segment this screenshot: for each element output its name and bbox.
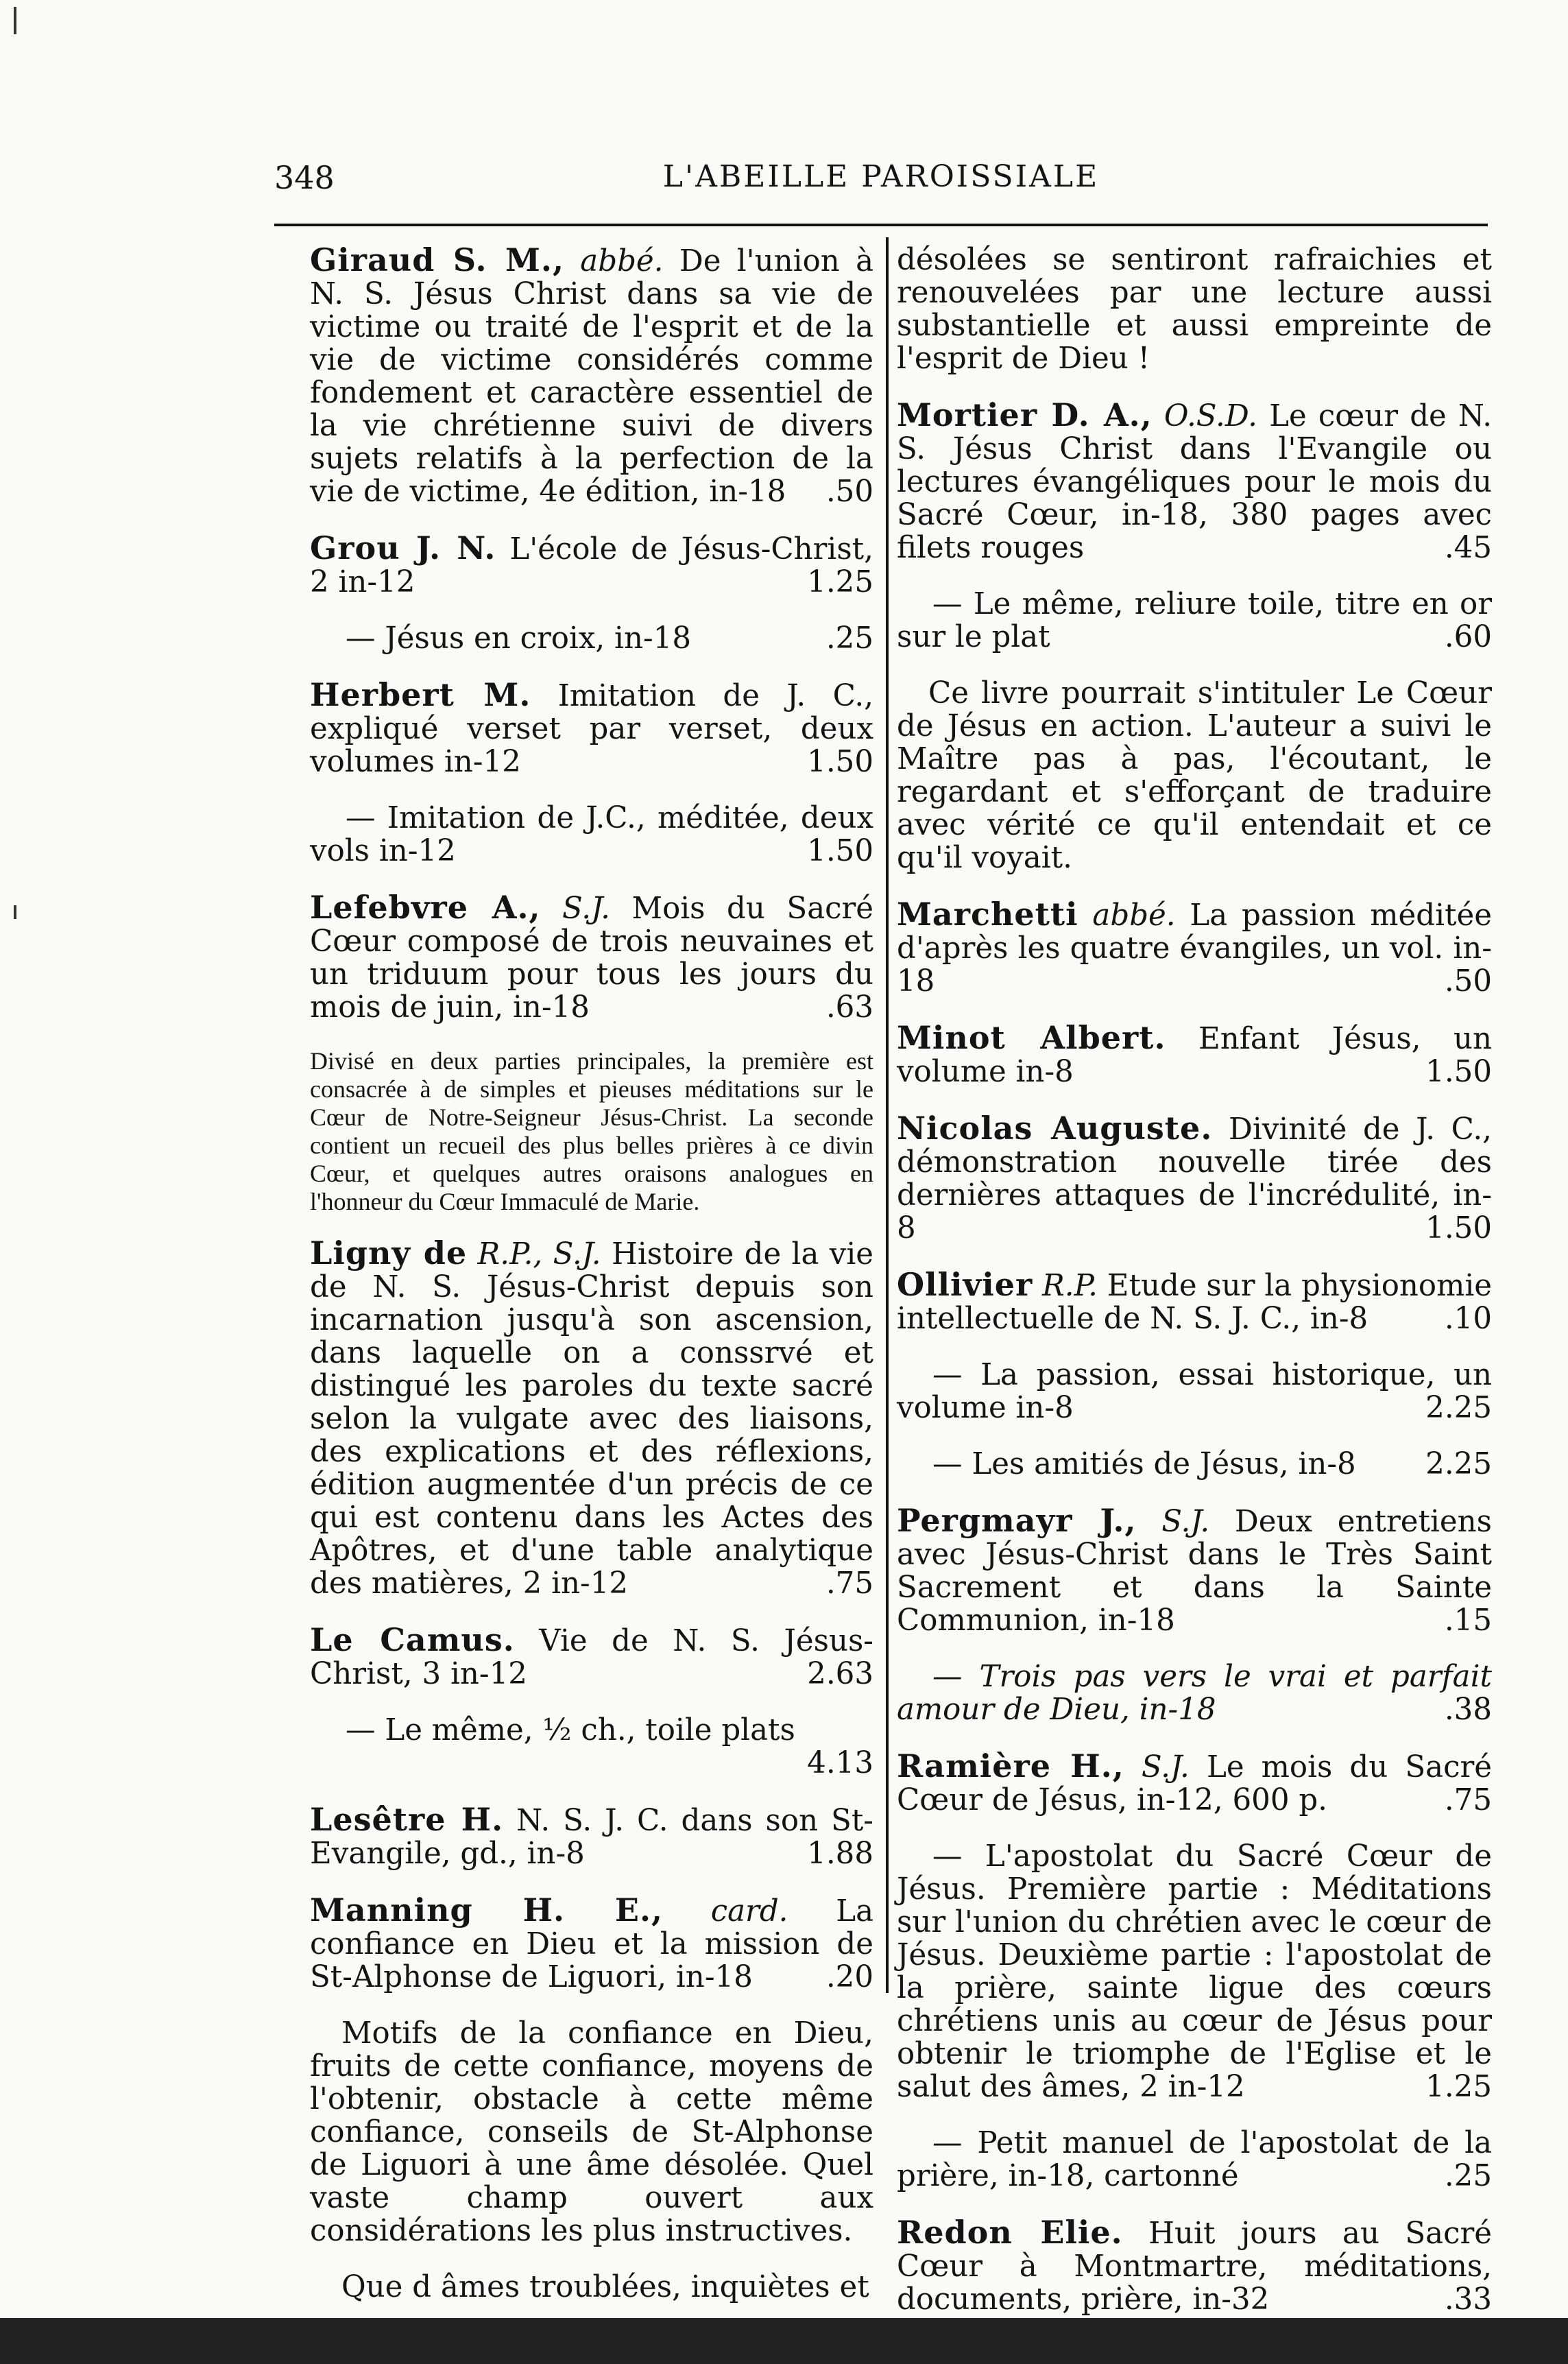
entry-author: Pergmayr J.,: [897, 1502, 1137, 1539]
entry-price: .50: [1444, 964, 1492, 999]
entry-author: Lesêtre H.: [310, 1801, 504, 1838]
description-paragraph: Ce livre pourrait s'intituler Le Cœur de Jésus en action. L'auteur a suivi le Maître pas à pas, l'écoutant, le regardant et s'efforçant de traduire avec vérité ce qu'il entendait et ce qu'il voyait.: [897, 676, 1492, 875]
entry-title: N. S. J. C. dans son St-Evangile, gd., in-8: [310, 1804, 874, 1871]
entry-qualifier: S.J.: [1161, 1505, 1210, 1539]
column-divider: [886, 237, 889, 1993]
catalog-entry: [897, 1112, 1492, 1245]
entry-price: .38: [1444, 1693, 1492, 1727]
entry-title: — Le même, reliure toile, titre en or sur le plat: [897, 587, 1492, 654]
continued-text: désolées se sentiront rafraichies et renouvelées par une lecture aussi substantielle et aussi empreinte de l'esprit de Dieu !: [897, 243, 1492, 376]
entry-price: 1.50: [1425, 1055, 1492, 1089]
catalog-entry: [310, 802, 873, 868]
entry-title: Huit jours au Sacré Cœur à Montmartre, méditations, documents, prière, in-32: [897, 2217, 1493, 2317]
running-title: L'ABEILLE PAROISSIALE: [662, 159, 1100, 194]
entry-author: Manning H. E.,: [310, 1891, 664, 1929]
entry-qualifier: R.P., S.J.: [477, 1237, 601, 1271]
entry-price: .45: [1444, 531, 1492, 565]
entry-title: De l'union à N. S. Jésus Christ dans sa vie de victime ou traité de l'esprit et de la vie de victime considérés comme fondement et caractère essentiel de la vie chrétienne suivi de divers sujets relatifs à la perfection de la vie de victime, 4e édition, in-18: [310, 244, 874, 509]
left-column: [310, 243, 873, 2304]
entry-qualifier: abbé.: [580, 244, 664, 278]
entry-title: L'école de Jésus-Christ, 2 in-12: [310, 532, 873, 599]
catalog-entry: [897, 1021, 1492, 1088]
entry-author: Redon Elie.: [897, 2214, 1123, 2251]
entry-title: — Imitation de J.C., méditée, deux vols in-12: [310, 801, 873, 868]
entry-title: — Les amitiés de Jésus, in-8: [932, 1447, 1356, 1481]
entry-title: Histoire de la vie de N. S. Jésus-Christ depuis son incarnation jusqu'à son ascension, dans laquelle on a conssrvé et distingué les paroles du texte sacré selon la vulgate avec des liaisons, des explications et des réflexions, édition augmentée d'un précis de ce qui est contenu dans les Actes des Apôtres, et d'une table analytique des matières, 2 in-12: [310, 1237, 874, 1601]
entry-price: .20: [825, 1960, 873, 1994]
entry-price: .75: [1444, 1783, 1492, 1817]
entry-title: Deux entretiens avec Jésus-Christ dans le Très Saint Sacrement et dans la Sainte Communion, in-18: [897, 1505, 1493, 1638]
entry-price: 1.50: [807, 745, 873, 779]
catalog-entry: [310, 243, 873, 508]
catalog-entry: [310, 891, 873, 1024]
catalog-entry: [897, 1747, 1493, 1817]
entry-author: Marchetti: [897, 896, 1078, 933]
catalog-entry: [897, 398, 1492, 564]
entry-price: 1.50: [807, 834, 873, 868]
entry-price: 2.25: [1425, 1447, 1492, 1481]
catalog-entry: [897, 1660, 1492, 1726]
entry-author: Herbert M.: [310, 676, 531, 713]
entry-qualifier: S.J.: [1141, 1750, 1190, 1784]
page-header: [274, 159, 1488, 207]
catalog-entry: [897, 1268, 1492, 1335]
entry-title: Le cœur de N. S. Jésus Christ dans l'Evangile ou lectures évangéliques pour le mois du Sacré Cœur, in-18, 380 pages avec filets rouges: [897, 399, 1493, 565]
scan-bottom-border: [0, 2318, 1568, 2364]
catalog-entry: [310, 1234, 874, 1601]
entry-qualifier: S.J.: [562, 892, 610, 926]
catalog-entry: [310, 678, 873, 778]
entry-price: .15: [1444, 1603, 1492, 1638]
catalog-entry: [897, 588, 1492, 654]
entry-title: La confiance en Dieu et la mission de St-Alphonse de Liguori, in-18: [310, 1894, 874, 1994]
entry-price: 1.25: [1425, 2070, 1492, 2104]
entry-title: — Le même, ½ ch., toile plats: [346, 1713, 795, 1747]
catalog-entry: [310, 529, 873, 599]
entry-price: .33: [1444, 2282, 1492, 2317]
catalog-entry: [310, 1891, 874, 1994]
catalog-entry: [310, 1714, 873, 1780]
entry-title: Vie de N. S. Jésus-Christ, 3 in-12: [310, 1624, 873, 1691]
entry-author: Ollivier: [897, 1266, 1033, 1303]
entry-price: 1.25: [807, 565, 873, 599]
entry-qualifier: O.S.D.: [1163, 399, 1257, 433]
description-paragraph: Que d âmes troublées, inquiètes et: [341, 2270, 869, 2304]
entry-title: Divinité de J. C., démonstration nouvelle tirée des dernières attaques de l'incrédulité, in-8: [897, 1112, 1493, 1245]
entry-price: 2.25: [1425, 1391, 1492, 1425]
entry-price: 1.50: [1425, 1211, 1492, 1245]
entry-author: Ligny de: [310, 1234, 468, 1271]
entry-title: Enfant Jésus, un volume in-8: [897, 1022, 1492, 1089]
description-paragraph: Motifs de la confiance en Dieu, fruits de cette confiance, moyens de l'obtenir, obstacle à cette même confiance, conseils de St-Alphonse de Liguori à une âme désolée. Quel vaste champ ouvert aux considérations les plus instructives.: [310, 2016, 873, 2248]
entry-price: 4.13: [807, 1746, 873, 1780]
entry-price: .75: [825, 1566, 873, 1601]
entry-qualifier: abbé.: [1092, 898, 1176, 933]
catalog-entry: [310, 1803, 873, 1870]
entry-price: .25: [825, 621, 873, 656]
catalog-entry: [897, 1504, 1492, 1637]
entry-title: — La passion, essai historique, un volume in-8: [897, 1358, 1492, 1425]
entry-author: Nicolas Auguste.: [897, 1110, 1213, 1147]
entry-price: 1.88: [807, 1837, 873, 1871]
entry-price: 2.63: [807, 1657, 873, 1691]
catalog-entry: [310, 1623, 873, 1691]
catalog-entry: [897, 1448, 1492, 1481]
catalog-entry: [897, 2216, 1492, 2316]
entry-author: Mortier D. A.,: [897, 396, 1153, 433]
catalog-entry: [897, 1359, 1492, 1424]
catalog-note: Divisé en deux parties principales, la première est consacrée à de simples et pieuses méditations sur le Cœur de Notre-Seigneur Jésus-Christ. La seconde contient un recueil des plus belles prières à ce divin Cœur, et quelques autres oraisons analogues en l'honneur du Cœur Immaculé de Marie.: [310, 1047, 873, 1215]
catalog-entry: [310, 622, 873, 655]
scan-edge-mark: [14, 905, 16, 919]
entry-qualifier: card.: [710, 1894, 788, 1929]
entry-price: .10: [1444, 1302, 1492, 1336]
entry-price: .25: [1444, 2159, 1492, 2193]
entry-title: — Jésus en croix, in-18: [346, 621, 692, 656]
entry-qualifier: R.P.: [1042, 1269, 1098, 1303]
scan-edge-mark: [14, 7, 16, 34]
header-rule: [274, 224, 1488, 226]
entry-author: Ramière H.,: [897, 1747, 1124, 1784]
entry-price: .60: [1444, 620, 1492, 654]
right-column: [897, 243, 1492, 2339]
entry-title: Imitation de J. C., expliqué verset par verset, deux volumes in-12: [310, 679, 873, 779]
entry-title: La passion méditée d'après les quatre évangiles, un vol. in-18: [897, 898, 1492, 999]
catalog-entry: [897, 2127, 1492, 2193]
entry-author: Le Camus.: [310, 1621, 515, 1658]
entry-title: Etude sur la physionomie intellectuelle de N. S. J. C., in-8: [897, 1269, 1493, 1336]
catalog-entry: [897, 1840, 1492, 2103]
entry-title: Le mois du Sacré Cœur de Jésus, in-12, 600 p.: [897, 1750, 1493, 1817]
catalog-entry: [897, 898, 1492, 998]
entry-title: — L'apostolat du Sacré Cœur de Jésus. Première partie : Méditations sur l'union du chrétien avec le cœur de Jésus. Deuxième partie : l'apostolat de la prière, sainte ligue des cœurs chrétiens unis au cœur de Jésus pour obtenir le triomphe de l'Eglise et le salut des âmes, 2 in-12: [897, 1839, 1492, 2104]
entry-title: Mois du Sacré Cœur composé de trois neuvaines et un triduum pour tous les jours du mois de juin, in-18: [310, 892, 874, 1025]
entry-author: Grou J. N.: [310, 529, 496, 566]
entry-author: Minot Albert.: [897, 1019, 1166, 1056]
entry-title: — Petit manuel de l'apostolat de la prière, in-18, cartonné: [897, 2126, 1492, 2193]
entry-author: Giraud S. M.,: [310, 241, 564, 278]
page-number: 348: [274, 159, 335, 196]
entry-price: .50: [825, 475, 873, 509]
entry-title: — Trois pas vers le vrai et parfait amour de Dieu, in-18: [897, 1660, 1492, 1727]
entry-author: Lefebvre A.,: [310, 889, 541, 926]
entry-price: .63: [825, 990, 873, 1025]
